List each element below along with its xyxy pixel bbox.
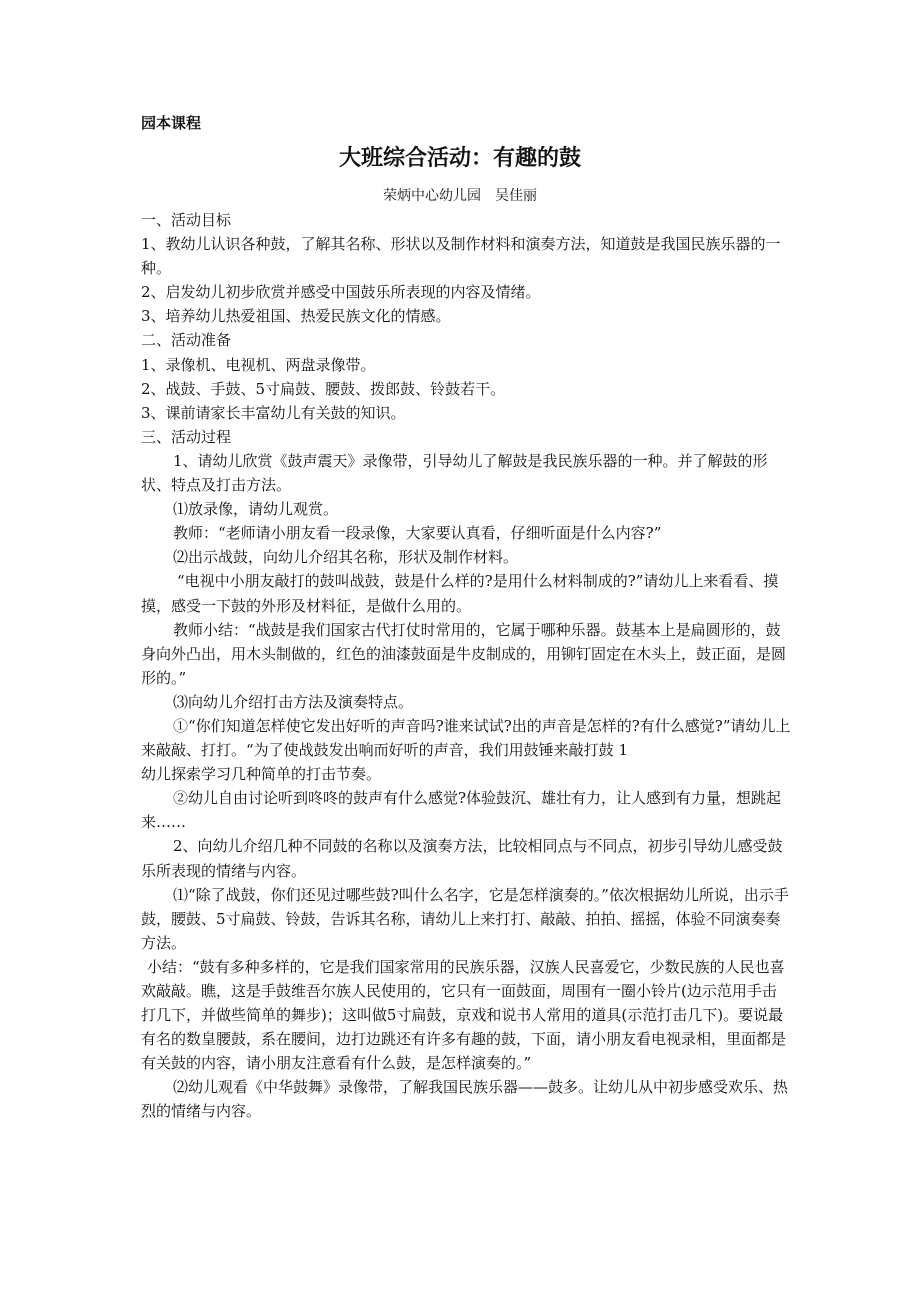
process-paragraph: ②幼儿自由讨论听到咚咚的鼓声有什么感觉?体验鼓沉、雄壮有力，让人感到有力量，想跳起来…… <box>141 789 782 832</box>
process-paragraph: 教师：“老师请小朋友看一段录像，大家要认真看，仔细听面是什么内容?” <box>173 524 662 543</box>
process-paragraph: ⑶向幼儿介绍打击方法及演奏特点。 <box>173 692 414 711</box>
goal-item: 3、培养幼儿热爱祖国、热爱民族文化的情感。 <box>141 307 451 326</box>
preparation-item: 3、课前请家长丰富幼儿有关鼓的知识。 <box>141 403 406 422</box>
document-body <box>141 208 791 1124</box>
goal-item: 1、教幼儿认识各种鼓，了解其名称、形状以及制作材料和演奏方法，知道鼓是我国民族乐器的一种。 <box>141 235 781 278</box>
process-paragraph: 1、请幼儿欣赏《鼓声震天》录像带，引导幼儿了解鼓是我民族乐器的一种。并了解鼓的形状、特点及打击方法。 <box>141 451 768 495</box>
process-paragraph: “电视中小朋友敲打的鼓叫战鼓，鼓是什么样的?是用什么材料制成的?”请幼儿上来看看、摸摸，感受一下鼓的外形及材料征，是做什么用的。 <box>141 572 779 615</box>
process-paragraph: 小结：“鼓有多种多样的，它是我们国家常用的民族乐器，汉族人民喜爱它，少数民族的人民也喜欢敲敲。瞧，这是手鼓维吾尔族人民使用的，它只有一面鼓面，周围有一圈小铃片(边示范用手击打几下，并做些简单的舞步)；这叫做5寸扁鼓，京戏和说书人常用的道具(示范打击几下)。要说最有名的数皇腰鼓，系在腰间，边打边跳还有许多有趣的鼓，下面，请小朋友看电视录相，里面都是有关鼓的内容，请小朋友注意看有什么鼓，是怎样演奏的。” <box>141 957 787 1073</box>
process-paragraph: 2、向幼儿介绍几种不同鼓的名称以及演奏方法，比较相同点与不同点，初步引导幼儿感受鼓乐所表现的情绪与内容。 <box>141 837 783 880</box>
section-heading-preparation: 二、活动准备 <box>141 331 232 350</box>
preparation-item: 1、录像机、电视机、两盘录像带。 <box>141 355 376 374</box>
process-paragraph: ⑵出示战鼓，向幼儿介绍其名称，形状及制作材料。 <box>173 548 519 567</box>
process-paragraph: ⑴放录像，请幼儿观赏。 <box>173 500 339 519</box>
goal-item: 2、启发幼儿初步欣赏并感受中国鼓乐所表现的内容及情绪。 <box>141 283 541 302</box>
document-title: 大班综合活动：有趣的鼓 <box>338 146 581 171</box>
process-paragraph: 幼儿探索学习几种简单的打击节奏。 <box>141 765 382 784</box>
document-author: 荣炳中心幼儿园 吴佳丽 <box>383 188 537 204</box>
section-heading-process: 三、活动过程 <box>141 427 232 446</box>
process-paragraph: ⑴“除了战鼓，你们还见过哪些鼓?叫什么名字，它是怎样演奏的。”依次根据幼儿所说，出示手鼓，腰鼓、5寸扁鼓、铃鼓，告诉其名称，请幼儿上来打打、敲敲、拍拍、摇摇，体验不同演奏奏方法。 <box>141 885 789 952</box>
course-category: 园本课程 <box>141 114 202 132</box>
process-paragraph: ⑵幼儿观看《中华鼓舞》录像带，了解我国民族乐器——鼓多。让幼儿从中初步感受欢乐、热烈的情绪与内容。 <box>141 1078 789 1121</box>
process-paragraph: 教师小结：“战鼓是我们国家古代打仗时常用的，它属于哪种乐器。鼓基本上是扁圆形的，鼓身向外凸出，用木头制做的，红色的油漆鼓面是牛皮制成的，用铆钉固定在木头上，鼓正面，是圆形的。” <box>141 620 787 687</box>
preparation-item: 2、战鼓、手鼓、5寸扁鼓、腰鼓、拨郎鼓、铃鼓若干。 <box>141 379 506 398</box>
process-paragraph: ①“你们知道怎样使它发出好听的声音吗?谁来试试?出的声音是怎样的?有什么感觉?”请幼儿上来敲敲、打打。“为了使战鼓发出响而好听的声音，我们用鼓锤来敲打鼓 1 <box>141 716 791 760</box>
section-heading-goals: 一、活动目标 <box>141 211 232 229</box>
